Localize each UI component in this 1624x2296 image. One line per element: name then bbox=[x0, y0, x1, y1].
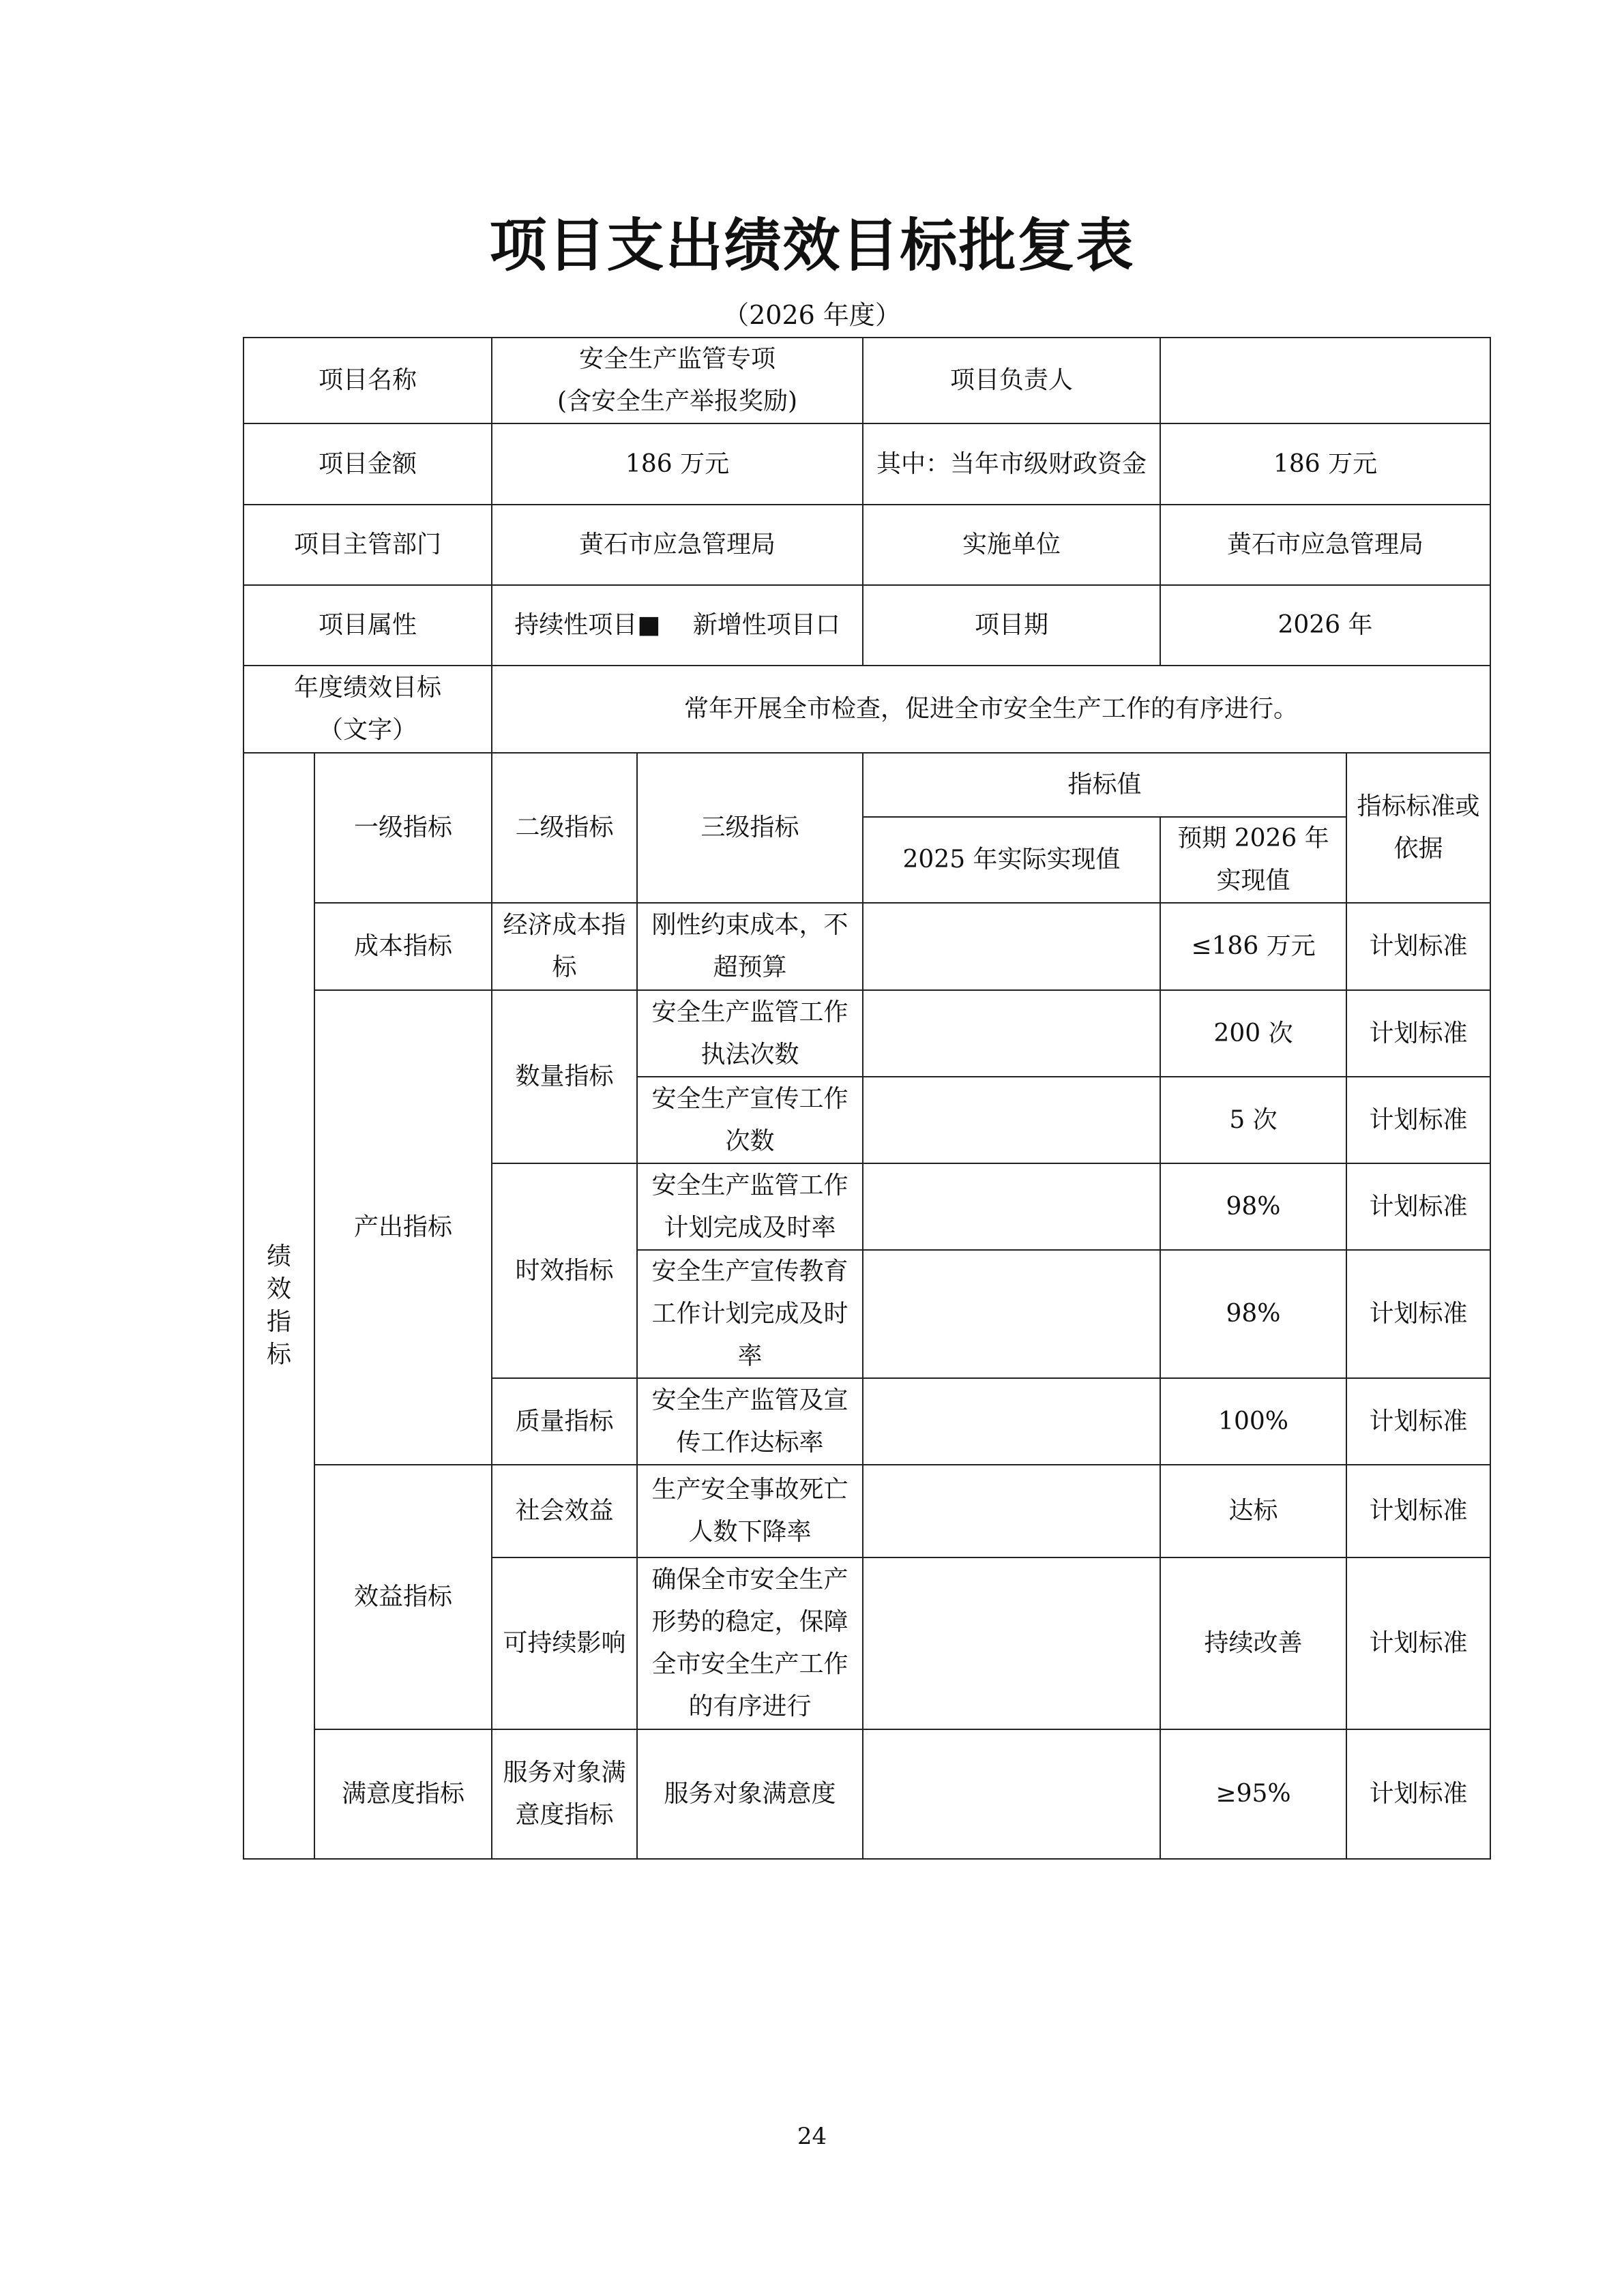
group-benefit: 效益指标 bbox=[314, 1465, 492, 1729]
performance-indicator-side-label bbox=[243, 753, 314, 1859]
group-satisfaction: 满意度指标 bbox=[314, 1729, 492, 1859]
amount-label: 项目金额 bbox=[243, 423, 492, 505]
attr-label: 项目属性 bbox=[243, 585, 492, 666]
actual-2025-cell bbox=[863, 1378, 1160, 1465]
expected-2026-cell: 5 次 bbox=[1160, 1077, 1346, 1163]
page-number: 24 bbox=[797, 2123, 827, 2150]
attr-value: 持续性项目■ 新增性项目口 bbox=[492, 585, 863, 666]
expected-2026-cell: 100% bbox=[1160, 1378, 1346, 1465]
expected-2026-cell: ≤186 万元 bbox=[1160, 903, 1346, 990]
city-fund-label: 其中：当年市级财政资金 bbox=[863, 423, 1160, 505]
standard-cell: 计划标准 bbox=[1346, 1729, 1490, 1859]
header-level1: 一级指标 bbox=[314, 753, 492, 903]
period-label: 项目期 bbox=[863, 585, 1160, 666]
row-project-name bbox=[243, 338, 1490, 423]
row-annual-goal bbox=[243, 666, 1490, 753]
project-name-value bbox=[492, 338, 863, 423]
group-cost: 成本指标 bbox=[314, 903, 492, 990]
year-subtitle: （2026 年度） bbox=[723, 300, 901, 330]
level3-cell: 安全生产监管及宣传工作达标率 bbox=[637, 1378, 863, 1465]
group-output: 产出指标 bbox=[314, 990, 492, 1465]
expected-2026-cell: ≥95% bbox=[1160, 1729, 1346, 1859]
goal-label-line2: （文字） bbox=[319, 716, 417, 744]
expected-2026-cell: 98% bbox=[1160, 1250, 1346, 1378]
header-expected-2026: 预期 2026 年实现值 bbox=[1160, 817, 1346, 903]
side-label-text: 绩效指标 bbox=[266, 1242, 291, 1369]
indicator-row bbox=[243, 1729, 1490, 1859]
indicator-row bbox=[243, 903, 1490, 990]
row-attribute bbox=[243, 585, 1490, 666]
level3-cell: 安全生产监管工作执法次数 bbox=[637, 990, 863, 1077]
standard-cell: 计划标准 bbox=[1346, 1077, 1490, 1163]
indicator-row bbox=[243, 990, 1490, 1077]
sub-quality: 质量指标 bbox=[492, 1378, 637, 1465]
row-amount bbox=[243, 423, 1490, 505]
level3-cell: 安全生产宣传工作次数 bbox=[637, 1077, 863, 1163]
performance-target-table bbox=[243, 337, 1491, 1860]
header-value-group: 指标值 bbox=[863, 753, 1346, 817]
indicator-row bbox=[243, 1465, 1490, 1557]
sub-quantity: 数量指标 bbox=[492, 990, 637, 1163]
indicator-header-row-1 bbox=[243, 753, 1490, 817]
expected-2026-cell: 持续改善 bbox=[1160, 1557, 1346, 1729]
standard-cell: 计划标准 bbox=[1346, 1250, 1490, 1378]
actual-2025-cell bbox=[863, 1163, 1160, 1250]
standard-cell: 计划标准 bbox=[1346, 990, 1490, 1077]
city-fund-value: 186 万元 bbox=[1160, 423, 1490, 505]
actual-2025-cell bbox=[863, 990, 1160, 1077]
actual-2025-cell bbox=[863, 1250, 1160, 1378]
sub-social: 社会效益 bbox=[492, 1465, 637, 1557]
actual-2025-cell bbox=[863, 1557, 1160, 1729]
header-standard: 指标标准或依据 bbox=[1346, 753, 1490, 903]
actual-2025-cell bbox=[863, 1465, 1160, 1557]
level3-cell: 刚性约束成本，不超预算 bbox=[637, 903, 863, 990]
standard-cell: 计划标准 bbox=[1346, 1465, 1490, 1557]
header-actual-2025: 2025 年实际实现值 bbox=[863, 817, 1160, 903]
header-level3: 三级指标 bbox=[637, 753, 863, 903]
goal-label bbox=[243, 666, 492, 753]
standard-cell: 计划标准 bbox=[1346, 903, 1490, 990]
period-value: 2026 年 bbox=[1160, 585, 1490, 666]
level3-cell: 安全生产监管工作计划完成及时率 bbox=[637, 1163, 863, 1250]
goal-value: 常年开展全市检查，促进全市安全生产工作的有序进行。 bbox=[492, 666, 1490, 753]
project-name-label: 项目名称 bbox=[243, 338, 492, 423]
level3-cell: 服务对象满意度 bbox=[637, 1729, 863, 1859]
project-name-line2: (含安全生产举报奖励) bbox=[557, 387, 798, 415]
sub-sustainable: 可持续影响 bbox=[492, 1557, 637, 1729]
expected-2026-cell: 200 次 bbox=[1160, 990, 1346, 1077]
row-department bbox=[243, 505, 1490, 585]
dept-value: 黄石市应急管理局 bbox=[492, 505, 863, 585]
dept-label: 项目主管部门 bbox=[243, 505, 492, 585]
standard-cell: 计划标准 bbox=[1346, 1163, 1490, 1250]
standard-cell: 计划标准 bbox=[1346, 1378, 1490, 1465]
goal-label-line1: 年度绩效目标 bbox=[294, 674, 442, 702]
level3-cell: 确保全市安全生产形势的稳定，保障全市安全生产工作的有序进行 bbox=[637, 1557, 863, 1729]
project-leader-label: 项目负责人 bbox=[863, 338, 1160, 423]
header-level2: 二级指标 bbox=[492, 753, 637, 903]
impl-label: 实施单位 bbox=[863, 505, 1160, 585]
sub-economic-cost: 经济成本指标 bbox=[492, 903, 637, 990]
sub-service-satisfaction: 服务对象满意度指标 bbox=[492, 1729, 637, 1859]
project-leader-value bbox=[1160, 338, 1490, 423]
expected-2026-cell: 达标 bbox=[1160, 1465, 1346, 1557]
actual-2025-cell bbox=[863, 903, 1160, 990]
project-name-line1: 安全生产监管专项 bbox=[579, 345, 776, 373]
amount-value: 186 万元 bbox=[492, 423, 863, 505]
standard-cell: 计划标准 bbox=[1346, 1557, 1490, 1729]
page-title: 项目支出绩效目标批复表 bbox=[489, 212, 1135, 279]
impl-value: 黄石市应急管理局 bbox=[1160, 505, 1490, 585]
actual-2025-cell bbox=[863, 1729, 1160, 1859]
level3-cell: 安全生产宣传教育工作计划完成及时率 bbox=[637, 1250, 863, 1378]
level3-cell: 生产安全事故死亡人数下降率 bbox=[637, 1465, 863, 1557]
expected-2026-cell: 98% bbox=[1160, 1163, 1346, 1250]
actual-2025-cell bbox=[863, 1077, 1160, 1163]
sub-timeliness: 时效指标 bbox=[492, 1163, 637, 1378]
